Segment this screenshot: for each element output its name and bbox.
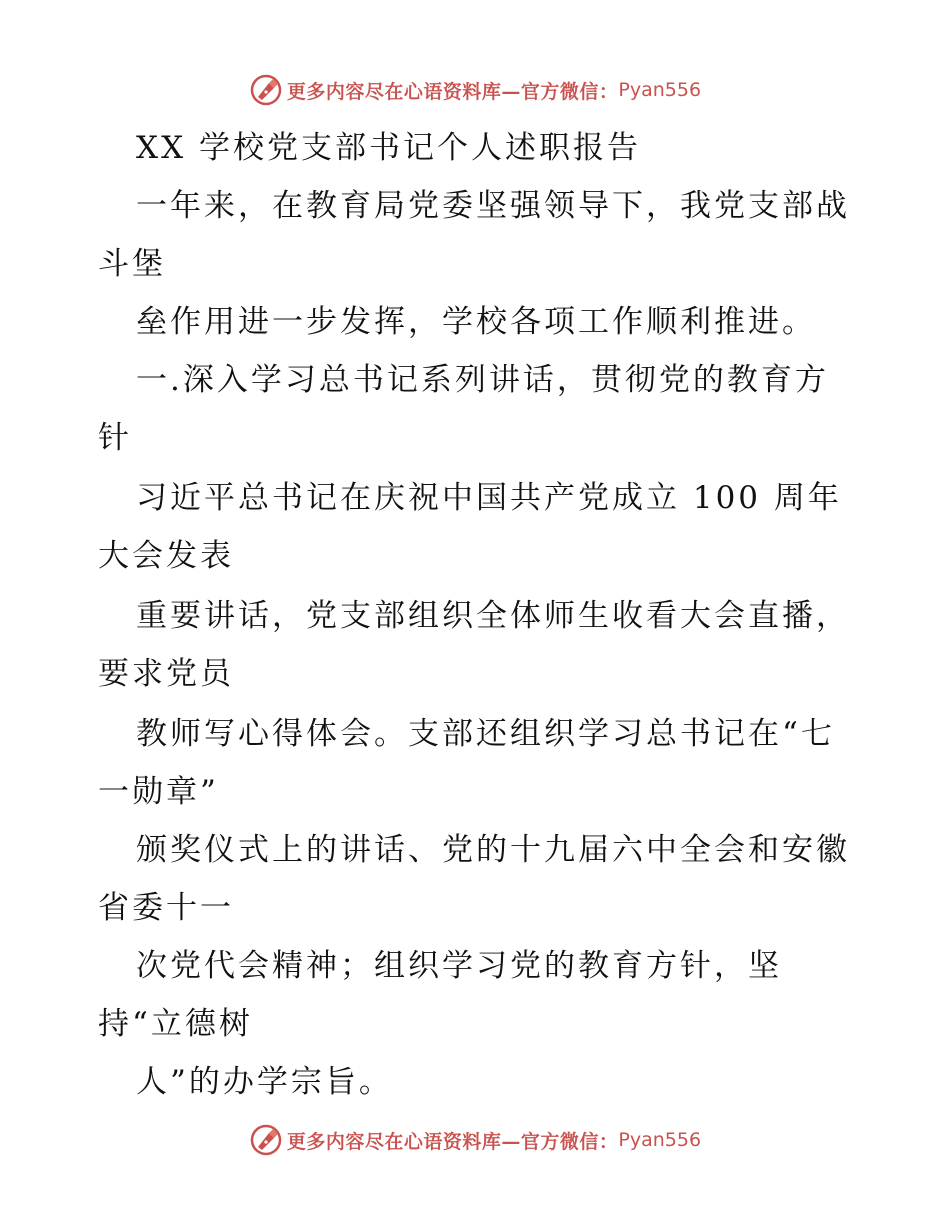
paragraph-line: 教师写心得体会。支部还组织学习总书记在“七 <box>136 716 835 752</box>
footer-watermark-banner <box>0 1120 950 1160</box>
paragraph-line: 一勋章” <box>98 774 219 810</box>
header-watermark-banner <box>0 70 950 110</box>
section-heading: 一.深入学习总书记系列讲话，贯彻党的教育方 <box>136 362 829 398</box>
pen-nib-logo-icon <box>249 73 283 107</box>
pen-nib-logo-icon <box>249 1123 283 1157</box>
paragraph-line: 人”的办学宗旨。 <box>136 1064 393 1100</box>
paragraph-line: 省委十一 <box>98 890 234 926</box>
paragraph-line: 一年来，在教育局党委坚强领导下，我党支部战 <box>136 188 850 224</box>
paragraph-line: 习近平总书记在庆祝中国共产党成立 100 周年 <box>136 480 842 516</box>
banner-wechat-id: Pyan556 <box>618 79 702 101</box>
paragraph-line: 大会发表 <box>98 538 234 574</box>
paragraph-line: 斗堡 <box>98 246 166 282</box>
paragraph-line: 垒作用进一步发挥，学校各项工作顺利推进。 <box>136 304 816 340</box>
paragraph-line: 颁奖仪式上的讲话、党的十九届六中全会和安徽 <box>136 832 850 868</box>
document-title: XX 学校党支部书记个人述职报告 <box>136 130 641 166</box>
banner-text: 更多内容尽在心语资料库—官方微信： <box>286 80 619 103</box>
banner-text: 更多内容尽在心语资料库—官方微信： <box>286 1130 619 1153</box>
paragraph-line: 重要讲话，党支部组织全体师生收看大会直播， <box>136 598 850 634</box>
banner-wechat-id: Pyan556 <box>618 1129 702 1151</box>
paragraph-line: 要求党员 <box>98 656 234 692</box>
paragraph-line: 持“立德树 <box>98 1006 253 1042</box>
section-heading-continued: 针 <box>98 420 132 456</box>
paragraph-line: 次党代会精神；组织学习党的教育方针，坚 <box>136 948 782 984</box>
